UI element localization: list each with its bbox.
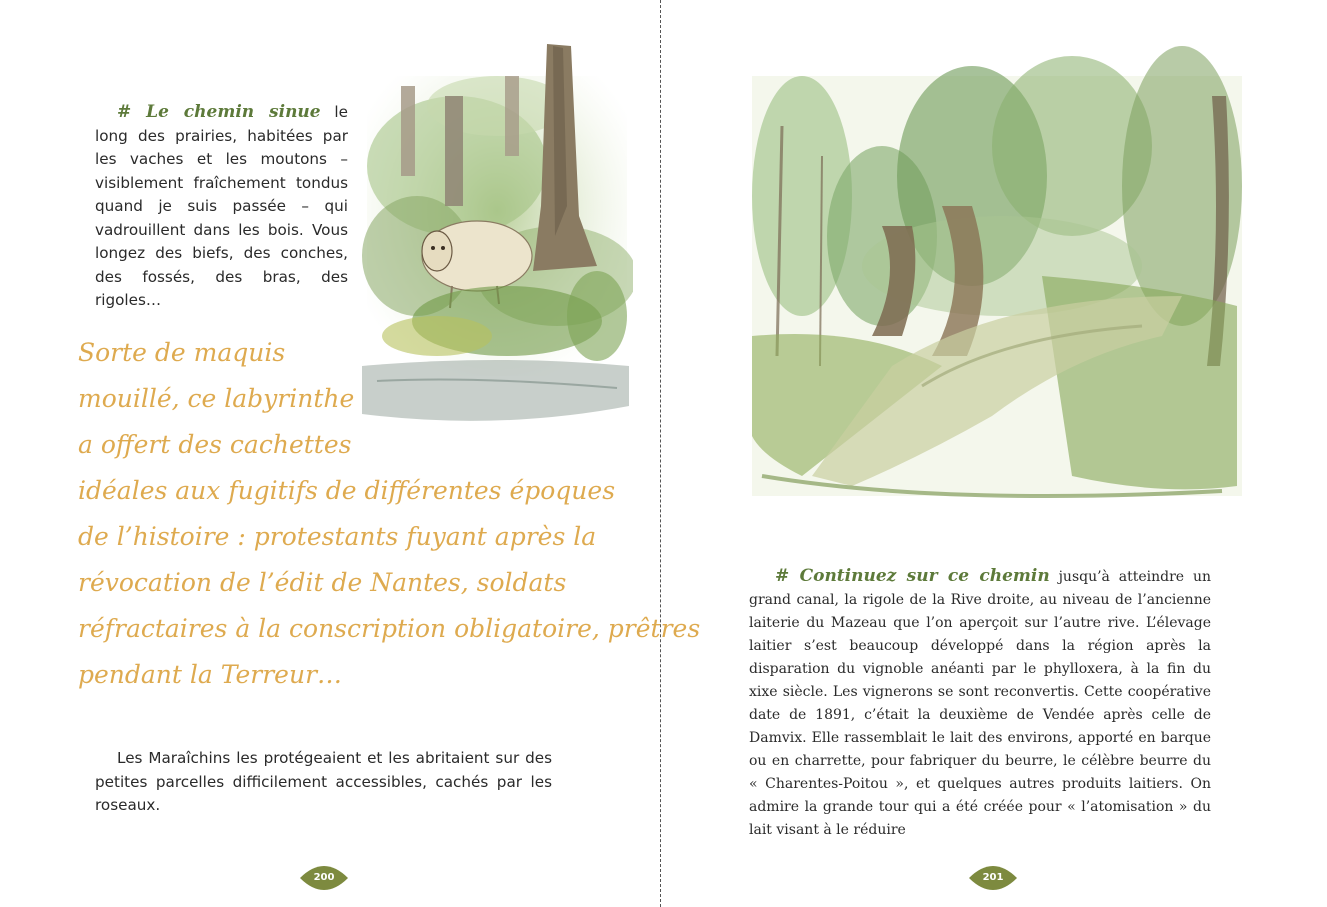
closing-text: Les Maraîchins les protégeaient et les abritaient sur des petites parcelles difficilement accessibles, cachés par les roseaux. <box>95 749 552 814</box>
canal-path-illustration <box>742 36 1246 510</box>
right-page <box>664 0 1327 907</box>
canal-path-image <box>742 36 1246 510</box>
pull-quote-line: révocation de l’édit de Nantes, soldats <box>78 568 567 597</box>
pull-quote-line: Sorte de maquis <box>78 338 286 367</box>
page-number-badge <box>969 866 1017 890</box>
canal-paragraph <box>749 565 1211 842</box>
pull-quote-line: idéales aux fugitifs de différentes époques <box>78 476 616 505</box>
canal-text: jusqu’à atteindre un grand canal, la rigole de la Rive droite, au niveau de l’ancienne laiterie du Mazeau que l’on aperçoit sur l’autre rive. L’élevage laitier s’est beaucoup développé dans la région après la disparation du vignoble anéanti par le phylloxera, à la fin du xixe siècle. Les vignerons se sont reconvertis. Cette coopérative date de 1891, c’était la deuxième de Vendée après celle de Damvix. Elle rassemblait le lait des environs, apporté en barque ou en charrette, pour fabriquer du beurre, le célèbre beurre du « Charentes-Poitou », et quelques autres produits laitiers. On admire la grande tour qui a été créée pour « l’atomisation » du lait visant à le réduire <box>749 569 1211 838</box>
intro-paragraph <box>95 101 348 313</box>
pull-quote-line: pendant la Terreur… <box>78 660 343 689</box>
pull-quote-line: réfractaires à la conscription obligatoire, prêtres <box>78 614 701 643</box>
pull-quote <box>78 330 701 698</box>
page-gutter-divider <box>660 0 661 907</box>
page-number: 201 <box>982 872 1004 883</box>
intro-text: le long des prairies, habitées par les vaches et les moutons – visiblement fraîchement tondus quand je suis passée – qui vadrouillent dans les bois. Vous longez des biefs, des conches, des fossés, des bras, des rigoles… <box>95 103 348 309</box>
page-number-badge <box>300 866 348 890</box>
pull-quote-line: mouillé, ce labyrinthe <box>78 384 355 413</box>
pull-quote-line: a offert des cachettes <box>78 430 352 459</box>
pull-quote-line: de l’histoire : protestants fuyant après la <box>78 522 597 551</box>
page-number: 200 <box>313 872 335 883</box>
canal-lead: # Continuez sur ce chemin <box>775 566 1050 586</box>
closing-paragraph <box>95 747 552 818</box>
intro-lead: # Le chemin sinue <box>117 102 321 122</box>
